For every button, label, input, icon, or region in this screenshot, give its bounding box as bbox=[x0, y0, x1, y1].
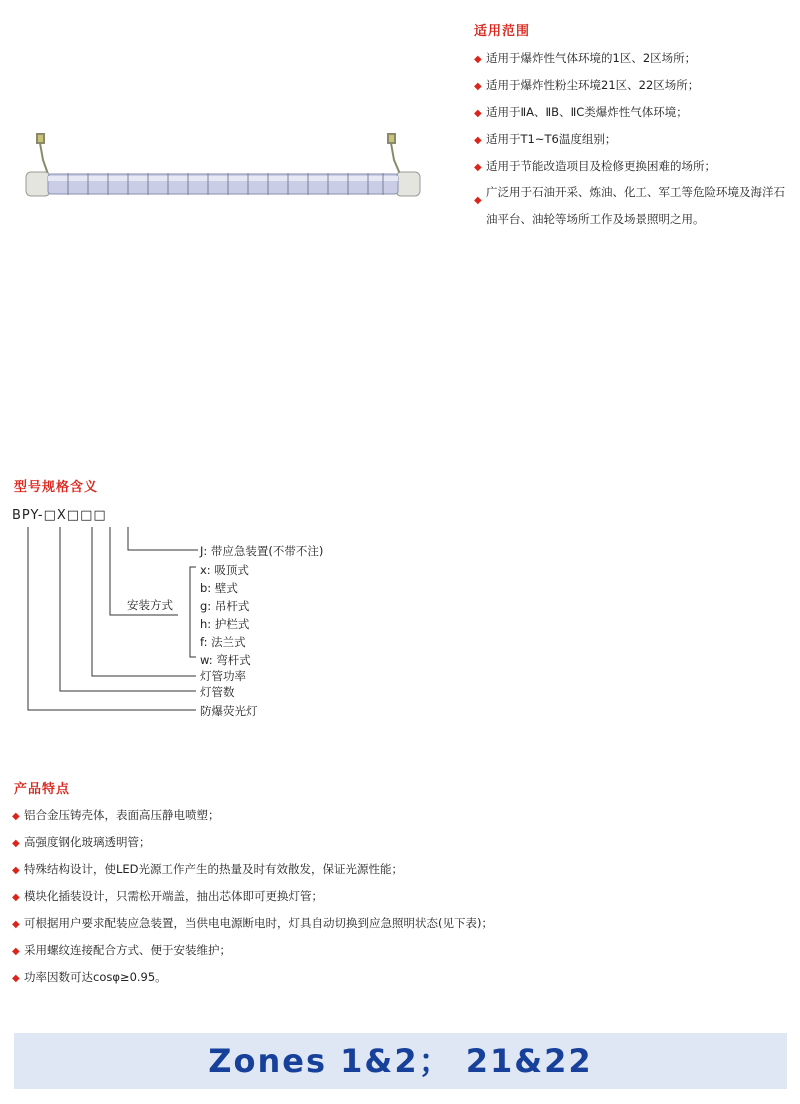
list-item: ◆ 适用于爆炸性粉尘环境21区、22区场所； bbox=[474, 77, 792, 93]
tube-count-label: 灯管数 bbox=[200, 685, 235, 699]
applications-list bbox=[474, 50, 792, 244]
lamp-name-label: 防爆荧光灯 bbox=[200, 704, 258, 718]
model-bracket-diagram bbox=[20, 525, 230, 725]
install-options-list bbox=[200, 561, 251, 669]
diamond-bullet-icon: ◆ bbox=[474, 162, 482, 173]
emergency-label: J: 带应急装置(不带不注) bbox=[200, 544, 324, 558]
diamond-bullet-icon: ◆ bbox=[12, 811, 20, 822]
list-item: ◆ 适用于节能改造项目及检修更换困难的场所； bbox=[474, 158, 792, 174]
list-item: ◆ 特殊结构设计，使LED光源工作产生的热量及时有效散发，保证光源性能； bbox=[12, 861, 772, 877]
list-item: ◆ 模块化插装设计，只需松开端盖，抽出芯体即可更换灯管； bbox=[12, 888, 772, 904]
left-end-cap bbox=[26, 172, 50, 196]
diamond-bullet-icon: ◆ bbox=[474, 108, 482, 119]
right-end-cap bbox=[396, 172, 420, 196]
install-option: w: 弯杆式 bbox=[200, 653, 251, 667]
install-method-label: 安装方式 bbox=[127, 598, 173, 612]
diamond-bullet-icon: ◆ bbox=[12, 973, 20, 984]
code-box: □ bbox=[66, 508, 81, 523]
install-option: b: 壁式 bbox=[200, 581, 238, 595]
diamond-bullet-icon: ◆ bbox=[474, 135, 482, 146]
features-list bbox=[12, 807, 772, 996]
install-option: g: 吊杆式 bbox=[200, 599, 250, 613]
diamond-bullet-icon: ◆ bbox=[12, 838, 20, 849]
lamp-illustration bbox=[18, 130, 428, 210]
diamond-bullet-icon: ◆ bbox=[474, 81, 482, 92]
list-item: ◆ 可根据用户要求配装应急装置，当供电电源断电时，灯具自动切换到应急照明状态(见下表)； bbox=[12, 915, 772, 931]
features-title: 产品特点 bbox=[14, 782, 71, 797]
diamond-bullet-icon: ◆ bbox=[12, 919, 20, 930]
list-item: ◆ 适用于爆炸性气体环境的1区、2区场所； bbox=[474, 50, 792, 66]
list-item: ◆ 适用于ⅡA、ⅡB、ⅡC类爆炸性气体环境； bbox=[474, 104, 792, 120]
diamond-bullet-icon: ◆ bbox=[12, 892, 20, 903]
diamond-bullet-icon: ◆ bbox=[12, 946, 20, 957]
model-title: 型号规格含义 bbox=[14, 480, 99, 495]
list-item: ◆ 适用于T1~T6温度组别； bbox=[474, 131, 792, 147]
applications-title: 适用范围 bbox=[474, 24, 531, 39]
zones-banner bbox=[14, 1033, 787, 1089]
right-bracket bbox=[388, 134, 400, 174]
diamond-bullet-icon: ◆ bbox=[12, 865, 20, 876]
diamond-bullet-icon: ◆ bbox=[474, 195, 482, 206]
install-option: x: 吸顶式 bbox=[200, 563, 249, 577]
list-item: ◆ 功率因数可达cosφ≥0.95。 bbox=[12, 969, 772, 985]
code-box: □ bbox=[43, 508, 57, 523]
code-x: X bbox=[56, 508, 67, 523]
code-box: □ bbox=[80, 508, 94, 523]
model-prefix: BPY- bbox=[12, 508, 44, 523]
list-item: ◆ 高强度钢化玻璃透明管； bbox=[12, 834, 772, 850]
install-option: h: 护栏式 bbox=[200, 617, 250, 631]
tube-power-label: 灯管功率 bbox=[200, 669, 246, 683]
product-image bbox=[18, 130, 428, 210]
list-item: ◆ 采用螺纹连接配合方式、便于安装维护； bbox=[12, 942, 772, 958]
code-box: □ bbox=[93, 508, 107, 523]
list-item: ◆ 铝合金压铸壳体，表面高压静电喷塑； bbox=[12, 807, 772, 823]
zones-text: Zones 1&2； 21&22 bbox=[208, 1042, 593, 1080]
install-option: f: 法兰式 bbox=[200, 635, 246, 649]
left-bracket bbox=[37, 134, 48, 174]
diamond-bullet-icon: ◆ bbox=[474, 54, 482, 65]
list-item: ◆ 广泛用于石油开采、炼油、化工、军工等危险环境及海洋石油平台、油轮等场所工作及场景照明之用。 bbox=[474, 185, 785, 226]
model-code bbox=[12, 508, 107, 523]
